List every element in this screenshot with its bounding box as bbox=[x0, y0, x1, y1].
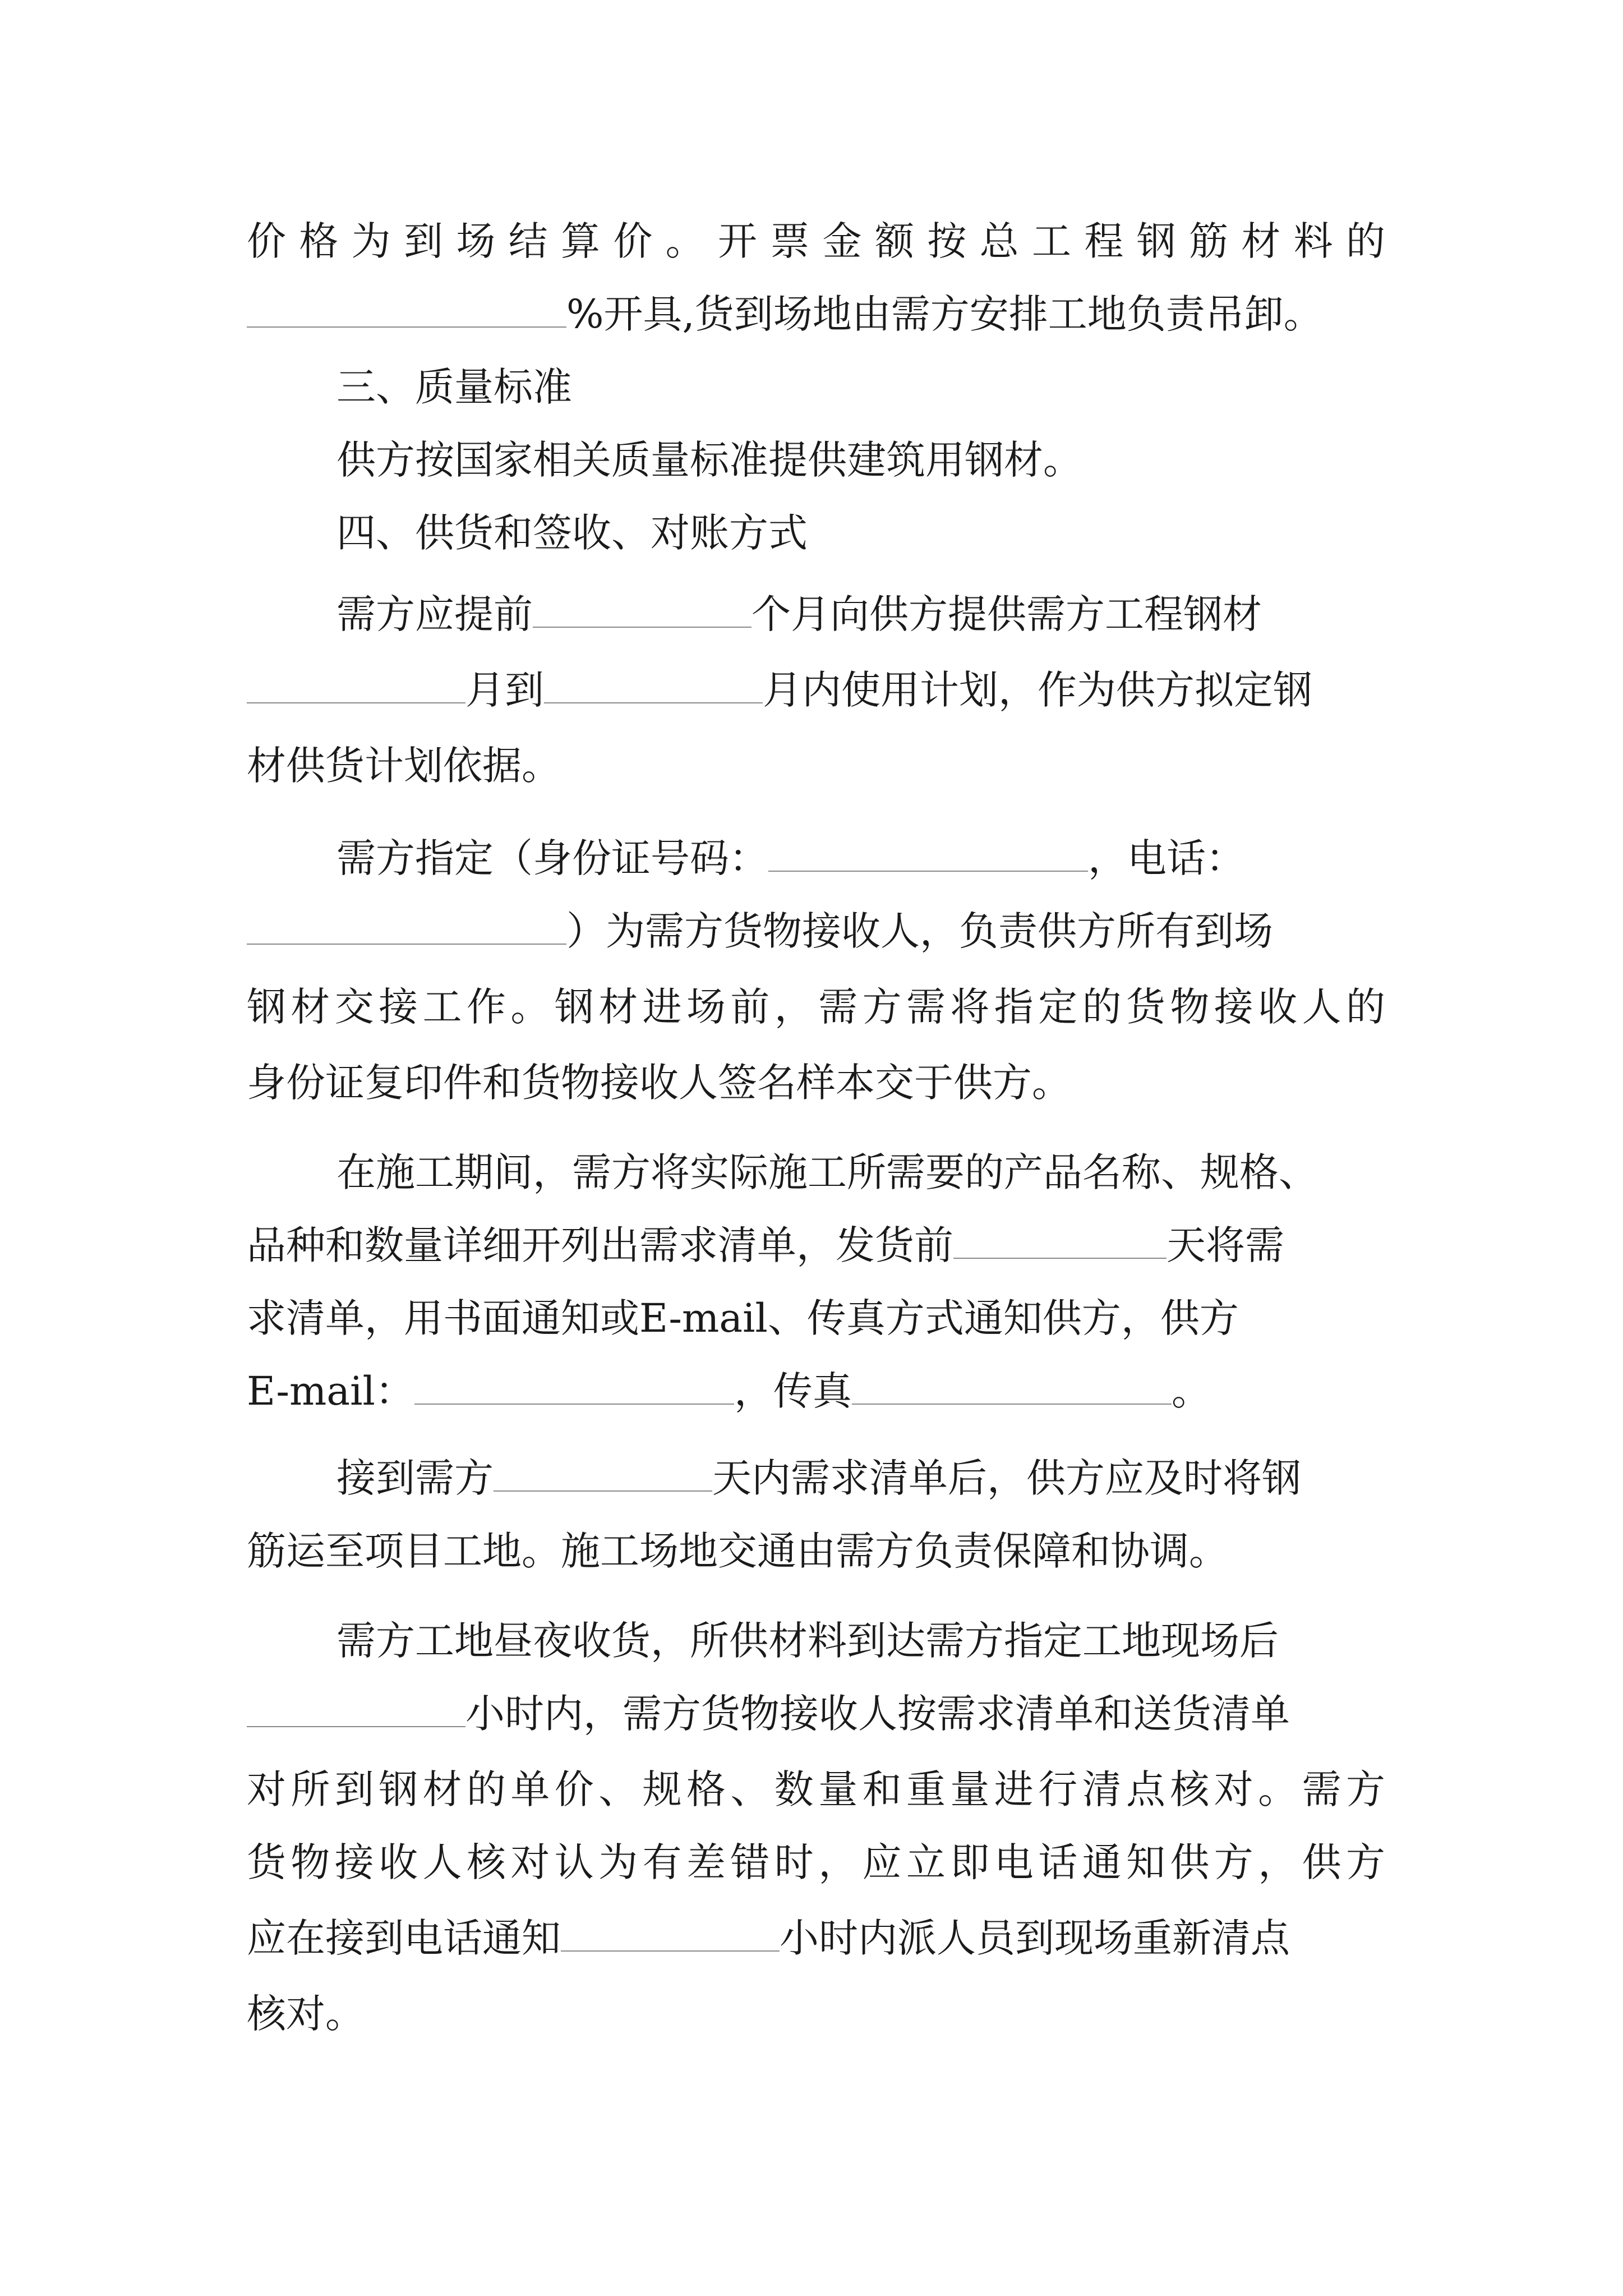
text-fragment: 。 bbox=[1171, 1368, 1211, 1414]
text-fragment: 小时内派人员到现场重新清点 bbox=[780, 1915, 1290, 1961]
text-line-18: 筋运至项目工地。施工场地交通由需方负责保障和协调。 bbox=[247, 1528, 1228, 1574]
fill-blank-hours-to-verify bbox=[247, 1693, 465, 1728]
fill-blank-end-month bbox=[544, 669, 763, 704]
text-fragment: 个月向供方提供需方工程钢材 bbox=[751, 591, 1262, 637]
section-heading-quality: 三、质量标准 bbox=[336, 364, 572, 410]
fill-blank-days-before-shipment bbox=[953, 1225, 1166, 1259]
text-fragment: ，传真 bbox=[734, 1368, 852, 1414]
text-line-6 bbox=[336, 586, 1385, 642]
text-line-9 bbox=[336, 830, 1385, 886]
text-fragment: 品种和数量详细开列出需求清单，发货前 bbox=[247, 1222, 953, 1268]
fill-blank-fax bbox=[852, 1370, 1172, 1405]
text-line-10 bbox=[247, 903, 1385, 959]
fill-blank-invoice-percent bbox=[247, 293, 566, 328]
fill-blank-id-number bbox=[768, 838, 1088, 872]
text-line-4: 供方按国家相关质量标准提供建筑用钢材。 bbox=[336, 437, 1082, 483]
text-fragment: 月到 bbox=[465, 667, 544, 713]
text-line-20 bbox=[247, 1686, 1385, 1742]
text-fragment: 天内需求清单后，供方应及时将钢 bbox=[712, 1455, 1301, 1501]
fill-blank-days-after-receipt bbox=[494, 1457, 712, 1492]
section-heading-supply: 四、供货和签收、对账方式 bbox=[336, 510, 808, 556]
text-line-2 bbox=[247, 286, 1385, 342]
text-line-12: 身份证复印件和货物接收人签名样本交于供方。 bbox=[247, 1060, 1071, 1106]
text-line-22: 货物接收人核对认为有差错时，应立即电话通知供方，供方 bbox=[247, 1839, 1385, 1885]
text-line-8: 材供货计划依据。 bbox=[247, 743, 561, 789]
text-line-13: 在施工期间，需方将实际施工所需要的产品名称、规格、 bbox=[336, 1149, 1318, 1195]
text-line-17 bbox=[336, 1450, 1385, 1506]
text-line-15: 求清单，用书面通知或E-mail、传真方式通知供方，供方 bbox=[247, 1295, 1239, 1341]
fill-blank-phone bbox=[247, 910, 566, 945]
text-line-11: 钢材交接工作。钢材进场前，需方需将指定的货物接收人的 bbox=[247, 984, 1385, 1030]
text-line-19: 需方工地昼夜收货，所供材料到达需方指定工地现场后 bbox=[336, 1618, 1279, 1664]
text-fragment: E-mail： bbox=[247, 1368, 414, 1414]
text-line-7 bbox=[247, 662, 1385, 718]
text-fragment: %开具,货到场地由需方安排工地负责吊卸。 bbox=[566, 291, 1323, 337]
text-fragment: ）为需方货物接收人，负责供方所有到场 bbox=[566, 908, 1273, 954]
text-line-24: 核对。 bbox=[247, 1991, 365, 2037]
text-fragment: 接到需方 bbox=[336, 1455, 494, 1501]
text-fragment: 应在接到电话通知 bbox=[247, 1915, 561, 1961]
fill-blank-months-ahead bbox=[533, 593, 751, 628]
text-line-16 bbox=[247, 1363, 1385, 1419]
text-fragment: 月内使用计划，作为供方拟定钢 bbox=[763, 667, 1312, 713]
text-line-21: 对所到钢材的单价、规格、数量和重量进行清点核对。需方 bbox=[247, 1766, 1385, 1812]
text-fragment: 小时内，需方货物接收人按需求清单和送货清单 bbox=[465, 1691, 1290, 1737]
text-fragment: ，电话： bbox=[1088, 835, 1245, 881]
text-fragment: 需方指定（身份证号码： bbox=[336, 835, 768, 881]
text-line-14 bbox=[247, 1217, 1385, 1273]
fill-blank-start-month bbox=[247, 669, 465, 704]
text-fragment: 需方应提前 bbox=[336, 591, 533, 637]
text-line-1: 价格为到场结算价。开票金额按总工程钢筋材料的 bbox=[247, 218, 1385, 264]
fill-blank-hours-to-dispatch bbox=[561, 1917, 780, 1952]
fill-blank-email bbox=[414, 1370, 734, 1405]
text-line-23 bbox=[247, 1910, 1385, 1966]
text-fragment: 天将需 bbox=[1166, 1222, 1284, 1268]
